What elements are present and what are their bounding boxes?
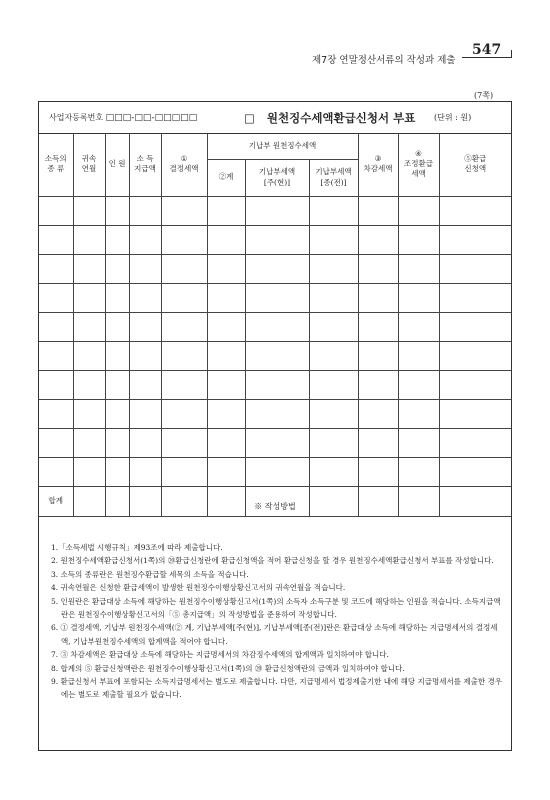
table-cell[interactable] (398, 457, 439, 486)
table-cell[interactable] (207, 254, 245, 283)
table-cell[interactable] (309, 283, 358, 312)
table-row (39, 196, 511, 225)
table-cell[interactable] (245, 225, 309, 254)
table-cell[interactable] (39, 428, 73, 457)
table-cell[interactable] (398, 312, 439, 341)
header-paid-current: 기납부세액 [주(현)] (245, 159, 309, 196)
header-sum: ②계 (207, 159, 245, 196)
table-cell[interactable] (129, 312, 161, 341)
table-cell[interactable] (309, 254, 358, 283)
instruction-item: 5. 인원란은 환급대상 소득에 해당하는 원천징수이행상황신고서(1쪽)의 소득자 소득구분 및 코드에 해당하는 인원을 적습니다. 소득지급액란은 원천징수이행상황신고서의「⑤ 총지급액」의 작성방법을 준용하여 작성합니다. (51, 596, 501, 620)
table-cell[interactable] (105, 399, 129, 428)
business-number-label: 사업자등록번호 (49, 113, 104, 122)
table-cell[interactable] (39, 225, 73, 254)
table-cell[interactable] (398, 341, 439, 370)
table-cell[interactable] (309, 457, 358, 486)
table-cell[interactable] (398, 254, 439, 283)
table-cell[interactable] (39, 254, 73, 283)
table-cell[interactable] (439, 254, 511, 283)
table-cell[interactable] (161, 428, 207, 457)
table-cell[interactable] (105, 312, 129, 341)
table-cell[interactable] (358, 428, 398, 457)
table-cell[interactable] (358, 283, 398, 312)
table-cell[interactable] (73, 370, 105, 399)
table-cell[interactable] (207, 196, 245, 225)
table-cell[interactable] (105, 341, 129, 370)
refund-table (39, 133, 511, 517)
business-number-boxes: □□□-□□-□□□□□ (105, 113, 198, 123)
table-cell[interactable] (207, 399, 245, 428)
table-cell[interactable] (207, 457, 245, 486)
header-difference: ③ 차감세액 (358, 133, 398, 196)
total-label: 합계 (39, 486, 73, 516)
form-title-text: 원천징수세액환급신청서 부표 (266, 111, 416, 125)
table-cell[interactable] (161, 399, 207, 428)
table-cell[interactable] (358, 196, 398, 225)
table-cell[interactable] (398, 428, 439, 457)
table-cell[interactable] (39, 196, 73, 225)
instruction-item: 1.「소득세법 시행규칙」제93조에 따라 제출합니다. (51, 543, 223, 552)
table-cell[interactable] (398, 399, 439, 428)
chapter-title: 제7장 연말정산서류의 작성과 제출 (312, 55, 456, 66)
form-frame (38, 101, 512, 751)
header-income-type: 소득의 종 류 (39, 133, 73, 196)
table-row (39, 370, 511, 399)
table-cell[interactable] (439, 370, 511, 399)
table-cell[interactable] (129, 283, 161, 312)
table-cell[interactable] (439, 428, 511, 457)
table-row (39, 254, 511, 283)
table-cell[interactable] (73, 196, 105, 225)
header-paid-amount: 소 득 지급액 (129, 133, 161, 196)
instruction-item: 9. 환급신청서 부표에 포함되는 소득지급명세서는 별도로 제출합니다. 다만, 지급명세서 법정제출기한 내에 해당 지급명세서를 제출한 경우에는 별도로 제출할 필요가 없습니다. (51, 677, 503, 700)
table-cell[interactable] (245, 428, 309, 457)
table-cell[interactable] (439, 312, 511, 341)
table-cell[interactable] (398, 196, 439, 225)
instruction-item: 7. ③ 차감세액은 환급대상 소득에 해당하는 지급명세서의 차감징수세액의 합계액과 일치하여야 합니다. (51, 650, 389, 660)
page-number: 547 (472, 42, 502, 58)
instruction-item: 6. ① 결정세액, 기납부 원천징수세액(② 계, 기납부세액[주(현)], 기납부세액[종(전)]란은 환급대상 소득에 해당하는 지급명세서의 결정세액, 기납부원천징수세액의 합계액을 적어야 합니다. (51, 623, 498, 646)
table-row (39, 225, 511, 254)
table-cell[interactable] (161, 283, 207, 312)
form-title (244, 110, 415, 126)
table-row (39, 399, 511, 428)
table-cell[interactable] (105, 370, 129, 399)
table-cell[interactable] (105, 254, 129, 283)
table-cell[interactable] (161, 312, 207, 341)
header-paid-withholding: 기납부 원천징수세액 (207, 133, 358, 159)
table-cell[interactable] (245, 399, 309, 428)
header-refund-request: ⑤환급 신청액 (439, 133, 511, 196)
table-cell[interactable] (105, 457, 129, 486)
table-cell[interactable] (207, 225, 245, 254)
table-cell[interactable] (358, 254, 398, 283)
title-checkbox: □ (244, 111, 255, 125)
table-cell[interactable] (129, 370, 161, 399)
table-cell[interactable] (39, 341, 73, 370)
table-cell[interactable] (39, 370, 73, 399)
table-cell[interactable] (309, 370, 358, 399)
table-cell[interactable] (39, 399, 73, 428)
table-row (39, 283, 511, 312)
table-cell[interactable] (73, 283, 105, 312)
table-cell[interactable] (309, 312, 358, 341)
table-cell[interactable] (129, 428, 161, 457)
unit-label: (단위 : 원) (434, 113, 472, 122)
table-cell[interactable] (73, 399, 105, 428)
table-cell[interactable] (439, 283, 511, 312)
table-cell[interactable] (358, 341, 398, 370)
header-tick (511, 50, 512, 58)
table-cell[interactable] (129, 399, 161, 428)
table-cell[interactable] (309, 225, 358, 254)
form-title-row (39, 102, 511, 134)
table-cell[interactable] (358, 225, 398, 254)
table-cell[interactable] (207, 283, 245, 312)
table-cell[interactable] (398, 370, 439, 399)
table-cell[interactable] (358, 457, 398, 486)
table-cell[interactable] (129, 457, 161, 486)
table-cell[interactable] (39, 457, 73, 486)
table-cell[interactable] (129, 225, 161, 254)
table-row (39, 312, 511, 341)
table-cell[interactable] (207, 341, 245, 370)
table-cell[interactable] (73, 225, 105, 254)
table-cell[interactable] (439, 341, 511, 370)
table-cell[interactable] (105, 196, 129, 225)
instructions-list (51, 541, 503, 702)
header-rule (462, 57, 512, 58)
table-cell[interactable] (73, 254, 105, 283)
table-cell[interactable] (161, 457, 207, 486)
header-belong-month: 귀속 연월 (73, 133, 105, 196)
table-cell[interactable] (245, 457, 309, 486)
table-cell[interactable] (398, 225, 439, 254)
table-cell[interactable] (207, 370, 245, 399)
table-cell[interactable] (73, 341, 105, 370)
table-cell[interactable] (358, 312, 398, 341)
table-cell[interactable] (161, 254, 207, 283)
table-cell[interactable] (105, 283, 129, 312)
table-cell[interactable] (73, 312, 105, 341)
header-decided-tax: ① 결정세액 (161, 133, 207, 196)
table-cell[interactable] (73, 428, 105, 457)
table-cell[interactable] (245, 370, 309, 399)
table-cell[interactable] (358, 370, 398, 399)
instructions-title: ※ 작성방법 (254, 502, 296, 511)
instruction-item: 8. 합계의 ⑤ 환급신청액란은 원천징수이행상황신고서(1쪽)의 ⑳ 환급신청액란의 금액과 일치하여야 합니다. (51, 663, 405, 673)
table-cell[interactable] (439, 196, 511, 225)
table-row (39, 341, 511, 370)
table-cell[interactable] (398, 283, 439, 312)
table-cell[interactable] (161, 225, 207, 254)
instruction-item: 3. 소득의 종류란은 원천징수환급할 세목의 소득을 적습니다. (51, 569, 249, 579)
header-paid-previous: 기납부세액 [종(전)] (309, 159, 358, 196)
table-cell[interactable] (129, 196, 161, 225)
header-adjust-refund: ④ 조정환급 세액 (398, 133, 439, 196)
table-cell[interactable] (245, 254, 309, 283)
table-cell[interactable] (245, 196, 309, 225)
table-cell[interactable] (105, 428, 129, 457)
table-cell[interactable] (309, 341, 358, 370)
table-cell[interactable] (105, 225, 129, 254)
table-cell[interactable] (207, 312, 245, 341)
table-cell[interactable] (161, 196, 207, 225)
form-page-label: (7쪽) (474, 91, 494, 100)
table-cell[interactable] (309, 196, 358, 225)
instruction-item: 2. 원천징수세액환급신청서(1쪽)의 ⑳환급신청란에 환급신청액을 적어 환급신청을 할 경우 원천징수세액환급신청서 부표를 작성합니다. (51, 556, 494, 566)
table-cell[interactable] (309, 428, 358, 457)
table-cell[interactable] (439, 457, 511, 486)
table-cell[interactable] (129, 341, 161, 370)
table-cell[interactable] (39, 312, 73, 341)
table-cell[interactable] (207, 428, 245, 457)
instruction-item: 4. 귀속연월은 신청한 환급세액이 발생한 원천징수이행상황신고서의 귀속연월을 적습니다. (51, 583, 346, 593)
table-cell[interactable] (129, 254, 161, 283)
table-cell[interactable] (245, 283, 309, 312)
table-cell[interactable] (439, 399, 511, 428)
table-cell[interactable] (161, 370, 207, 399)
table-cell[interactable] (245, 312, 309, 341)
table-row (39, 428, 511, 457)
table-cell[interactable] (439, 225, 511, 254)
table-row (39, 457, 511, 486)
business-number (49, 112, 197, 123)
table-cell[interactable] (309, 399, 358, 428)
table-cell[interactable] (358, 399, 398, 428)
table-cell[interactable] (245, 341, 309, 370)
table-cell[interactable] (39, 283, 73, 312)
table-cell[interactable] (73, 457, 105, 486)
header-persons: 인 원 (105, 133, 129, 196)
table-cell[interactable] (161, 341, 207, 370)
